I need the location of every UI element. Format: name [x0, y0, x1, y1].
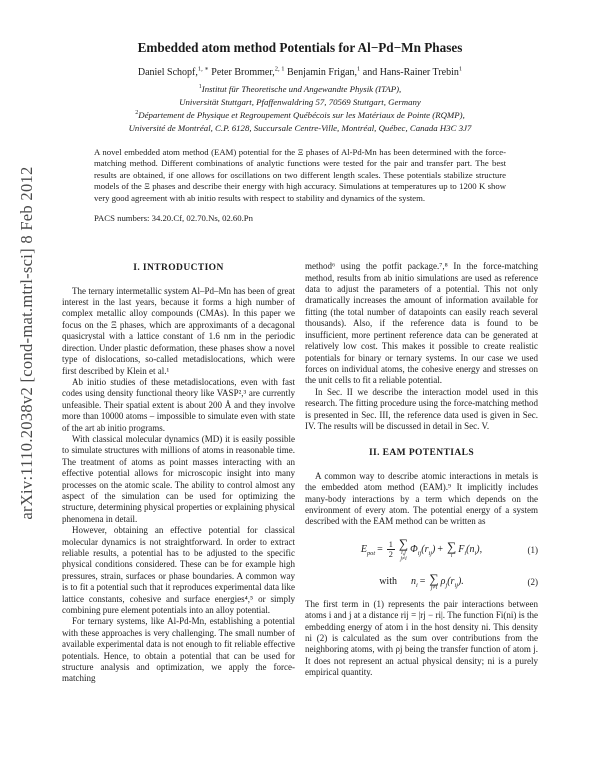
paragraph: In Sec. II we describe the interaction model used in this research. The fitting procedure using the force-matching method is presented in Sec. III, the reference data used is given in Sec. IV. The results will be discussed in detail in Sec. V.: [305, 386, 538, 431]
paragraph: However, obtaining an effective potential for classical molecular dynamics is not straightforward. In order to extract reliable results, a potential has to be adjusted to the specific physical conditions considered. These can be for example high pressures, strain, surfaces or phase boundaries. A common way is to fit a potential such that it reproduces experimental data like lattice constants, cohesive and surface energies⁴,⁵ or simply combining pure element potentials into an alloy potential.: [62, 525, 295, 616]
author: Daniel Schopf,$^{1, ∗}$: [137, 66, 209, 79]
author-affiliation-sup: 1, ∗: [197, 66, 209, 73]
author-affiliation-sup: 1: [357, 66, 361, 73]
right-column: [305, 261, 538, 685]
paragraph: method⁶ using the potfit package.⁷,⁸ In the force-matching method, results from ab initio simulations are used as reference data to adjust the parameters of a potential. This not only dramatically increases the amount of information available for fitting (the total number of datapoints can easily reach several thousands). Also, if the reference data is found to be insufficient, more pertinent reference data can be generated at relatively low cost. This makes it possible to create realistic potentials for binary or ternary systems. In our case we used forces on individual atoms, the cohesive energy and stresses on the unit cells to fit a reliable potential.: [305, 261, 538, 386]
equation-number: (2): [527, 576, 538, 587]
author: Peter Brommer,$^{2, 1}$: [211, 66, 285, 79]
affiliation-line: $^1$Institut für Theoretische und Angewandte Physik (ITAP),: [198, 84, 402, 95]
affiliation-line: $^2$Département de Physique et Regroupement Québécois sur les Matériaux de Pointe (RQMP),: [135, 110, 465, 120]
equation-1: [305, 537, 538, 563]
affiliation-line: Université de Montréal, C.P. 6128, Succursale Centre-Ville, Montréal, Québec, Canada H3C 3J7: [128, 122, 472, 133]
section-heading-introduction: I. INTRODUCTION: [133, 263, 224, 274]
paper-title: Embedded atom method Potentials for Al−Pd−Mn Phases: [137, 40, 463, 55]
equation-2-body: with $n_i$ = ∑ j≠i $\rho_j(r_{ij})$.: [379, 571, 464, 592]
equation-number: (1): [527, 544, 538, 555]
two-column-body: [62, 261, 538, 685]
affiliations: [0, 83, 600, 135]
paper-header: [0, 40, 600, 135]
abstract: A novel embedded atom method (EAM) potential for the Ξ phases of Al-Pd-Mn has been determined with the force-matching method. Different combinations of analytic functions were tested for the pair and transfer part. The best results are obtained, if one allows for oscillations on two different length scales. These potentials stabilize structure models of the Ξ phases and describe their energy with high accuracy. Simulations at temperatures up to 1200 K show very good agreement with ab initio results with respect to stability and dynamics of the system.: [94, 146, 506, 203]
summation-icon: ∑ i: [447, 539, 457, 560]
paragraph: The first term in (1) represents the pair interactions between atoms i and j at a distance rij = |rj − ri|. The function Fi(ni) is the embedding energy of atom i in the host density ni. This density ni (2) is calculated as the sum over contributions from the neighboring atoms, with ρj being the transfer function of atom j. It does not represent an actual physical density; ni is a purely empirical quantity.: [305, 598, 538, 678]
author: Benjamin Frigan,$^1$: [287, 66, 361, 79]
arxiv-watermark: arXiv:1110.2038v2 [cond-mat.mtrl-sci] 8 Feb 2012: [17, 166, 36, 520]
affiliation-line: Universität Stuttgart, Pfaffenwaldring 57, 70569 Stuttgart, Germany: [179, 97, 421, 108]
left-column: [62, 261, 295, 685]
paragraph: For ternary systems, like Al-Pd-Mn, establishing a potential with these approaches is very challenging. The small number of available experimental data is not enough to fit reliable effective potentials. Hence, to obtain a potential that can be used for structure analysis and optimization, we apply the force-matching: [62, 616, 295, 684]
paragraph: Ab initio studies of these metadislocations, even with fast codes using density functional theory like VASP²,³ are currently unfeasible. Their spatial extent is about 200 Å and they involve more than 10000 atoms – impossible to simulate even with state of the art ab initio programs.: [62, 376, 295, 433]
summation-icon: ∑ i,j j≠i: [398, 535, 409, 563]
fraction-one-half: $\frac{1}{2}$: [388, 539, 393, 560]
paragraph: With classical molecular dynamics (MD) it is easily possible to simulate structures with millions of atoms in reasonable time. The treatment of atoms as point masses interacting with an effective potential allows for microscopic insight into many processes on the atomic scale. The ability to control almost any aspect of the simulation can be used for optimizing the structure, determining physical properties or explaining physical phenomena in detail.: [62, 433, 295, 524]
summation-icon: ∑ j≠i: [429, 571, 439, 592]
equation-1-body: $E_{pot}$ = $\frac{1}{2}$ ∑ i,j j≠i $\Phi_{ij}(r_{ij})$ + ∑ i $F_i(n_i)$,: [360, 535, 483, 563]
author: and Hans-Rainer Trebin$^1$: [362, 66, 463, 79]
author-affiliation-sup: 2, 1: [274, 66, 285, 73]
paragraph: A common way to describe atomic interactions in metals is the embedded atom method (EAM).⁹ It implicitly includes many-body interactions by a term which depends on the environment of every atom. The potential energy of a system described with the EAM method can be written as: [305, 470, 538, 527]
equation-2: [305, 572, 538, 592]
author-line: [0, 65, 600, 78]
section-heading-eam-potentials: II. EAM POTENTIALS: [368, 448, 475, 459]
author-affiliation-sup: 1: [458, 66, 463, 73]
pacs-line: PACS numbers: 34.20.Cf, 02.70.Ns, 02.60.Pn: [94, 213, 253, 224]
paragraph: The ternary intermetallic system Al–Pd–Mn has been of great interest in the last years, because it forms a high number of complex metallic alloy compounds (CMAs). In this paper we focus on the Ξ phases, which are approximants of a decagonal quasicrystal with a lattice constant of 1.6 nm in the periodic direction. Under plastic deformation, these phases show a novel type of dislocations, so-called metadislocations, which were first described by Klein et al.¹: [62, 285, 295, 376]
